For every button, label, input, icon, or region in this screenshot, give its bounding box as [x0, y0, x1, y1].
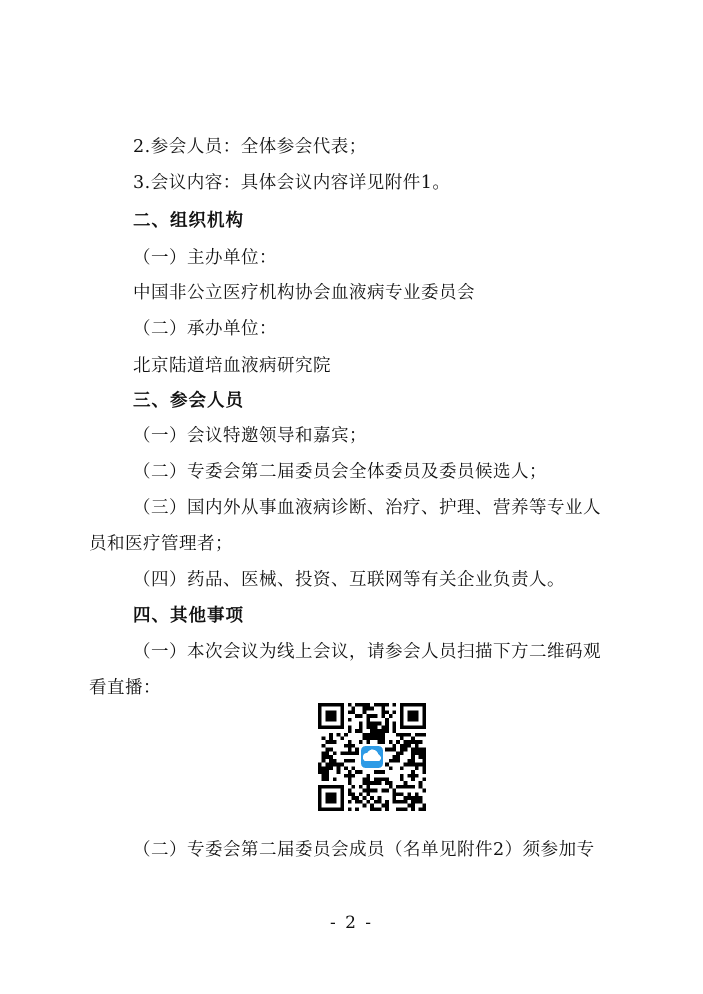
text-line: （一）主办单位：	[133, 248, 277, 268]
section-heading: 二、组织机构	[133, 211, 244, 231]
text-line: （二）专委会第二届委员会全体委员及委员候选人；	[133, 462, 547, 482]
section-heading: 四、其他事项	[133, 606, 244, 626]
qr-code[interactable]	[318, 703, 426, 811]
text-line: （三）国内外从事血液病诊断、治疗、护理、营养等专业人	[133, 498, 601, 518]
text-line: （四）药品、医械、投资、互联网等有关企业负责人。	[133, 570, 565, 590]
qr-code-icon	[318, 703, 426, 811]
text-line: （二）专委会第二届委员会成员（名单见附件2）须参加专	[133, 840, 595, 860]
text-line: （一）会议特邀领导和嘉宾；	[133, 426, 367, 446]
text-line: 北京陆道培血液病研究院	[133, 356, 331, 376]
text-line: （二）承办单位：	[133, 319, 277, 339]
text-line: 看直播：	[89, 678, 161, 698]
text-line: 2.参会人员：全体参会代表；	[133, 137, 367, 157]
text-line: （一）本次会议为线上会议，请参会人员扫描下方二维码观	[133, 642, 601, 662]
section-heading: 三、参会人员	[133, 391, 244, 411]
text-line: 中国非公立医疗机构协会血液病专业委员会	[133, 283, 475, 303]
page-number: - 2 -	[329, 913, 374, 933]
text-line: 员和医疗管理者；	[89, 534, 233, 554]
text-line: 3.会议内容：具体会议内容详见附件1。	[133, 173, 451, 193]
